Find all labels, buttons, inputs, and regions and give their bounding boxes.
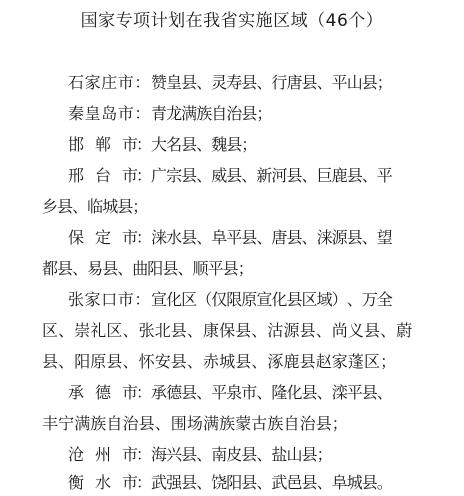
text-char: 县 bbox=[299, 352, 316, 371]
text-char: 自 bbox=[211, 104, 228, 123]
text-char: 、 bbox=[122, 321, 139, 340]
text-char: ； bbox=[316, 445, 333, 464]
text-char: 都 bbox=[42, 259, 59, 278]
text-char: 平 bbox=[376, 166, 393, 185]
text-char: 族 bbox=[219, 414, 236, 433]
text-char: 市 bbox=[117, 290, 134, 309]
text-line bbox=[0, 101, 464, 127]
text-char: 治 bbox=[226, 104, 243, 123]
text-char: 口 bbox=[101, 290, 118, 309]
text-char: 阜 bbox=[331, 473, 348, 492]
text-line bbox=[0, 442, 464, 468]
text-char: 县 bbox=[241, 228, 258, 247]
text-char: 。 bbox=[376, 473, 393, 492]
text-char: 家 bbox=[331, 352, 348, 371]
text-char: 化 bbox=[286, 383, 303, 402]
text-char: 家 bbox=[84, 73, 101, 92]
text-char: 北 bbox=[154, 321, 171, 340]
text-char: 武 bbox=[151, 473, 168, 492]
text-line bbox=[0, 470, 464, 496]
text-char: 县 bbox=[241, 73, 258, 92]
text-char: 原 bbox=[241, 290, 258, 309]
text-char: 涞 bbox=[316, 228, 333, 247]
text-line bbox=[0, 163, 464, 189]
text-char: 蔚 bbox=[396, 321, 413, 340]
text-char: 宗 bbox=[166, 166, 183, 185]
text-char: 县 bbox=[181, 445, 198, 464]
text-char: 、 bbox=[154, 414, 171, 433]
text-char: ； bbox=[237, 259, 254, 278]
text-char: 州 bbox=[95, 445, 112, 464]
text-char: 县 bbox=[241, 445, 258, 464]
text-char: 县 bbox=[222, 259, 239, 278]
text-char: ： bbox=[136, 445, 153, 464]
text-char: 县 bbox=[57, 197, 74, 216]
text-char: 平 bbox=[331, 73, 348, 92]
text-char: 德 bbox=[95, 383, 112, 402]
text-char: 县 bbox=[235, 321, 252, 340]
text-char: 全 bbox=[376, 290, 393, 309]
text-char: 临 bbox=[87, 197, 104, 216]
text-char: 唐 bbox=[271, 228, 288, 247]
text-line bbox=[0, 318, 464, 344]
text-char: ； bbox=[331, 414, 348, 433]
text-char: 沧 bbox=[68, 445, 85, 464]
text-char: 承 bbox=[151, 383, 168, 402]
text-char: 自 bbox=[106, 414, 123, 433]
text-char: 、 bbox=[380, 321, 397, 340]
text-char: 岛 bbox=[101, 104, 118, 123]
text-char: 市 bbox=[122, 135, 139, 154]
text-char: 万 bbox=[361, 290, 378, 309]
text-char: 县 bbox=[241, 104, 258, 123]
text-char: ； bbox=[376, 73, 393, 92]
text-char: ； bbox=[380, 352, 397, 371]
text-char: 市 bbox=[117, 73, 134, 92]
text-char: 满 bbox=[181, 104, 198, 123]
text-char: 平 bbox=[207, 259, 224, 278]
text-char: 区 bbox=[364, 352, 381, 371]
text-line bbox=[0, 411, 464, 437]
text-char: 阳 bbox=[147, 259, 164, 278]
text-char: 围 bbox=[170, 414, 187, 433]
text-char: 区 bbox=[181, 290, 198, 309]
text-char: 族 bbox=[196, 104, 213, 123]
text-char: 平 bbox=[226, 228, 243, 247]
text-char: 丰 bbox=[42, 414, 59, 433]
text-char: 尚 bbox=[331, 321, 348, 340]
text-char: 县 bbox=[102, 259, 119, 278]
text-char: 县 bbox=[117, 197, 134, 216]
text-char: 县 bbox=[361, 73, 378, 92]
text-line bbox=[0, 380, 464, 406]
text-line bbox=[0, 225, 464, 251]
text-char: 邢 bbox=[68, 166, 85, 185]
text-char: 皮 bbox=[226, 445, 243, 464]
text-char: 县 bbox=[235, 352, 252, 371]
text-char: 、 bbox=[241, 166, 258, 185]
text-char: ： bbox=[136, 135, 153, 154]
text-char: 涿 bbox=[267, 352, 284, 371]
text-char: 青 bbox=[151, 104, 168, 123]
text-char: 、 bbox=[361, 228, 378, 247]
text-char: 平 bbox=[211, 383, 228, 402]
text-char: 赞 bbox=[151, 73, 168, 92]
text-char: 、 bbox=[251, 321, 268, 340]
text-line bbox=[0, 287, 464, 313]
text-char: 皇 bbox=[84, 104, 101, 123]
text-char: 区 bbox=[106, 321, 123, 340]
text-char: 仅 bbox=[211, 290, 228, 309]
text-char: 县 bbox=[181, 166, 198, 185]
text-char: 衡 bbox=[68, 473, 85, 492]
text-char: 盐 bbox=[271, 445, 288, 464]
text-char: 族 bbox=[90, 414, 107, 433]
text-char: 县 bbox=[181, 135, 198, 154]
text-char: 水 bbox=[166, 228, 183, 247]
text-char: 威 bbox=[211, 166, 228, 185]
text-char: 自 bbox=[283, 414, 300, 433]
text-char: 城 bbox=[102, 197, 119, 216]
text-char: 、 bbox=[58, 352, 75, 371]
text-char: 寿 bbox=[226, 73, 243, 92]
text-char: 、 bbox=[315, 321, 332, 340]
text-char: 市 bbox=[122, 383, 139, 402]
text-char: 、 bbox=[177, 259, 194, 278]
text-char: 安 bbox=[154, 352, 171, 371]
text-char: 河 bbox=[271, 166, 288, 185]
text-char: 族 bbox=[267, 414, 284, 433]
text-char: 承 bbox=[68, 383, 85, 402]
text-char: 域 bbox=[316, 290, 333, 309]
text-char: 、 bbox=[117, 259, 134, 278]
text-char: ； bbox=[132, 197, 149, 216]
text-char: 广 bbox=[151, 166, 168, 185]
text-char: 、 bbox=[196, 383, 213, 402]
text-char: 沽 bbox=[267, 321, 284, 340]
text-char: 兴 bbox=[166, 445, 183, 464]
text-char: 德 bbox=[166, 383, 183, 402]
text-char: 蓬 bbox=[347, 352, 364, 371]
text-char: 、 bbox=[316, 383, 333, 402]
text-char: 、 bbox=[256, 73, 273, 92]
text-char: 宣 bbox=[256, 290, 273, 309]
text-char: 曲 bbox=[132, 259, 149, 278]
text-char: 治 bbox=[122, 414, 139, 433]
text-line bbox=[0, 256, 464, 282]
text-char: 、 bbox=[361, 166, 378, 185]
text-char: 市 bbox=[241, 383, 258, 402]
text-char: 顺 bbox=[192, 259, 209, 278]
text-line bbox=[0, 349, 464, 375]
text-char: 县 bbox=[299, 321, 316, 340]
text-char: 泉 bbox=[226, 383, 243, 402]
text-char: 、 bbox=[196, 73, 213, 92]
text-char: 家 bbox=[84, 290, 101, 309]
text-char: 原 bbox=[90, 352, 107, 371]
text-char: 张 bbox=[138, 321, 155, 340]
text-char: 、 bbox=[316, 73, 333, 92]
text-char: 城 bbox=[346, 473, 363, 492]
text-char: 县 bbox=[181, 383, 198, 402]
text-char: 邑 bbox=[286, 473, 303, 492]
text-char: 龙 bbox=[166, 104, 183, 123]
text-char: 山 bbox=[346, 73, 363, 92]
text-char: 县 bbox=[181, 473, 198, 492]
text-char: 县 bbox=[301, 445, 318, 464]
text-char: 、 bbox=[251, 352, 268, 371]
text-char: 县 bbox=[286, 228, 303, 247]
text-char: 乡 bbox=[42, 197, 59, 216]
text-char: 秦 bbox=[68, 104, 85, 123]
text-char: 、 bbox=[196, 445, 213, 464]
text-char: 名 bbox=[166, 135, 183, 154]
text-char: 、 bbox=[196, 228, 213, 247]
text-char: 、 bbox=[72, 197, 89, 216]
text-char: 阳 bbox=[74, 352, 91, 371]
text-char: 赤 bbox=[203, 352, 220, 371]
text-char: 县 bbox=[138, 414, 155, 433]
text-char: 县 bbox=[162, 259, 179, 278]
text-char: 南 bbox=[211, 445, 228, 464]
text-char: 蒙 bbox=[235, 414, 252, 433]
text-char: 山 bbox=[286, 445, 303, 464]
text-char: 县 bbox=[346, 166, 363, 185]
text-char: 、 bbox=[256, 383, 273, 402]
text-char: 、 bbox=[196, 473, 213, 492]
text-char: 县 bbox=[286, 290, 303, 309]
text-char: 保 bbox=[68, 228, 85, 247]
text-char: 宣 bbox=[151, 290, 168, 309]
text-char: 区 bbox=[301, 290, 318, 309]
text-char: 义 bbox=[347, 321, 364, 340]
text-char: 县 bbox=[42, 352, 59, 371]
text-char: 化 bbox=[166, 290, 183, 309]
text-char: 隆 bbox=[271, 383, 288, 402]
text-char: 治 bbox=[299, 414, 316, 433]
text-char: 崇 bbox=[74, 321, 91, 340]
text-char: 涞 bbox=[151, 228, 168, 247]
text-char: 区 bbox=[42, 321, 59, 340]
text-char: 、 bbox=[301, 228, 318, 247]
text-char: 县 bbox=[346, 228, 363, 247]
text-char: 满 bbox=[74, 414, 91, 433]
text-char: 滦 bbox=[331, 383, 348, 402]
text-char: 县 bbox=[170, 321, 187, 340]
text-char: 、 bbox=[256, 445, 273, 464]
text-char: 强 bbox=[166, 473, 183, 492]
text-char: 县 bbox=[226, 135, 243, 154]
text-char: 古 bbox=[251, 414, 268, 433]
text-char: ： bbox=[136, 166, 153, 185]
text-char: 、 bbox=[196, 135, 213, 154]
text-char: 礼 bbox=[90, 321, 107, 340]
text-char: 县 bbox=[301, 383, 318, 402]
text-char: 县 bbox=[301, 73, 318, 92]
text-char: ： bbox=[134, 104, 151, 123]
text-char: 海 bbox=[151, 445, 168, 464]
text-char: 县 bbox=[170, 352, 187, 371]
text-char: 县 bbox=[315, 414, 332, 433]
text-char: ： bbox=[136, 473, 153, 492]
text-char: 武 bbox=[271, 473, 288, 492]
text-char: 、 bbox=[376, 383, 393, 402]
text-char: 、 bbox=[316, 473, 333, 492]
text-char: 怀 bbox=[138, 352, 155, 371]
text-char: 市 bbox=[122, 473, 139, 492]
text-char: 市 bbox=[122, 166, 139, 185]
text-char: 县 bbox=[241, 473, 258, 492]
text-char: 化 bbox=[271, 290, 288, 309]
text-char: 县 bbox=[57, 259, 74, 278]
text-char: 大 bbox=[151, 135, 168, 154]
text-char: 唐 bbox=[286, 73, 303, 92]
text-char: 灵 bbox=[211, 73, 228, 92]
text-char: 、 bbox=[256, 228, 273, 247]
text-char: 宁 bbox=[58, 414, 75, 433]
text-char: ） bbox=[331, 290, 348, 309]
text-char: 县 bbox=[361, 383, 378, 402]
text-char: 县 bbox=[301, 473, 318, 492]
text-char: ： bbox=[134, 73, 151, 92]
text-char: 、 bbox=[196, 166, 213, 185]
text-char: 易 bbox=[87, 259, 104, 278]
text-char: 市 bbox=[122, 445, 139, 464]
text-char: 饶 bbox=[211, 473, 228, 492]
document-title: 国家专项计划在我省实施区域（46个） bbox=[80, 11, 384, 31]
text-char: 源 bbox=[331, 228, 348, 247]
text-char: 城 bbox=[219, 352, 236, 371]
text-char: 水 bbox=[95, 473, 112, 492]
text-char: 、 bbox=[72, 259, 89, 278]
text-char: 邯 bbox=[68, 135, 85, 154]
text-char: 、 bbox=[186, 321, 203, 340]
text-char: 、 bbox=[301, 166, 318, 185]
text-char: 县 bbox=[181, 228, 198, 247]
text-char: 望 bbox=[376, 228, 393, 247]
text-char: 县 bbox=[364, 321, 381, 340]
text-char: 场 bbox=[186, 414, 203, 433]
text-line bbox=[0, 194, 464, 220]
text-line bbox=[0, 70, 464, 96]
text-char: 行 bbox=[271, 73, 288, 92]
text-char: 、 bbox=[256, 473, 273, 492]
text-char: 县 bbox=[226, 166, 243, 185]
text-char: 阜 bbox=[211, 228, 228, 247]
text-char: 县 bbox=[286, 166, 303, 185]
text-char: （ bbox=[196, 290, 213, 309]
text-char: 石 bbox=[68, 73, 85, 92]
text-char: 鹿 bbox=[283, 352, 300, 371]
text-char: 、 bbox=[346, 290, 363, 309]
text-char: 康 bbox=[203, 321, 220, 340]
text-line bbox=[0, 132, 464, 158]
text-char: 魏 bbox=[211, 135, 228, 154]
text-char: 台 bbox=[95, 166, 112, 185]
text-char: ： bbox=[136, 228, 153, 247]
text-char: 皇 bbox=[166, 73, 183, 92]
text-char: ： bbox=[134, 290, 151, 309]
text-char: 鹿 bbox=[331, 166, 348, 185]
text-char: 满 bbox=[203, 414, 220, 433]
text-char: 平 bbox=[346, 383, 363, 402]
text-char: 庄 bbox=[101, 73, 118, 92]
text-char: 市 bbox=[117, 104, 134, 123]
text-char: ； bbox=[241, 135, 258, 154]
text-char: 县 bbox=[106, 352, 123, 371]
text-char: 限 bbox=[226, 290, 243, 309]
text-char: ； bbox=[256, 104, 273, 123]
text-char: 巨 bbox=[316, 166, 333, 185]
text-char: 、 bbox=[122, 352, 139, 371]
text-char: 定 bbox=[95, 228, 112, 247]
text-char: 源 bbox=[283, 321, 300, 340]
text-char: 郸 bbox=[95, 135, 112, 154]
text-char: ： bbox=[136, 383, 153, 402]
text-char: 张 bbox=[68, 290, 85, 309]
text-char: 新 bbox=[256, 166, 273, 185]
text-char: 、 bbox=[58, 321, 75, 340]
text-char: 、 bbox=[186, 352, 203, 371]
text-char: 赵 bbox=[315, 352, 332, 371]
text-char: 阳 bbox=[226, 473, 243, 492]
text-char: 县 bbox=[181, 73, 198, 92]
text-char: 保 bbox=[219, 321, 236, 340]
text-char: 市 bbox=[122, 228, 139, 247]
text-char: 县 bbox=[361, 473, 378, 492]
